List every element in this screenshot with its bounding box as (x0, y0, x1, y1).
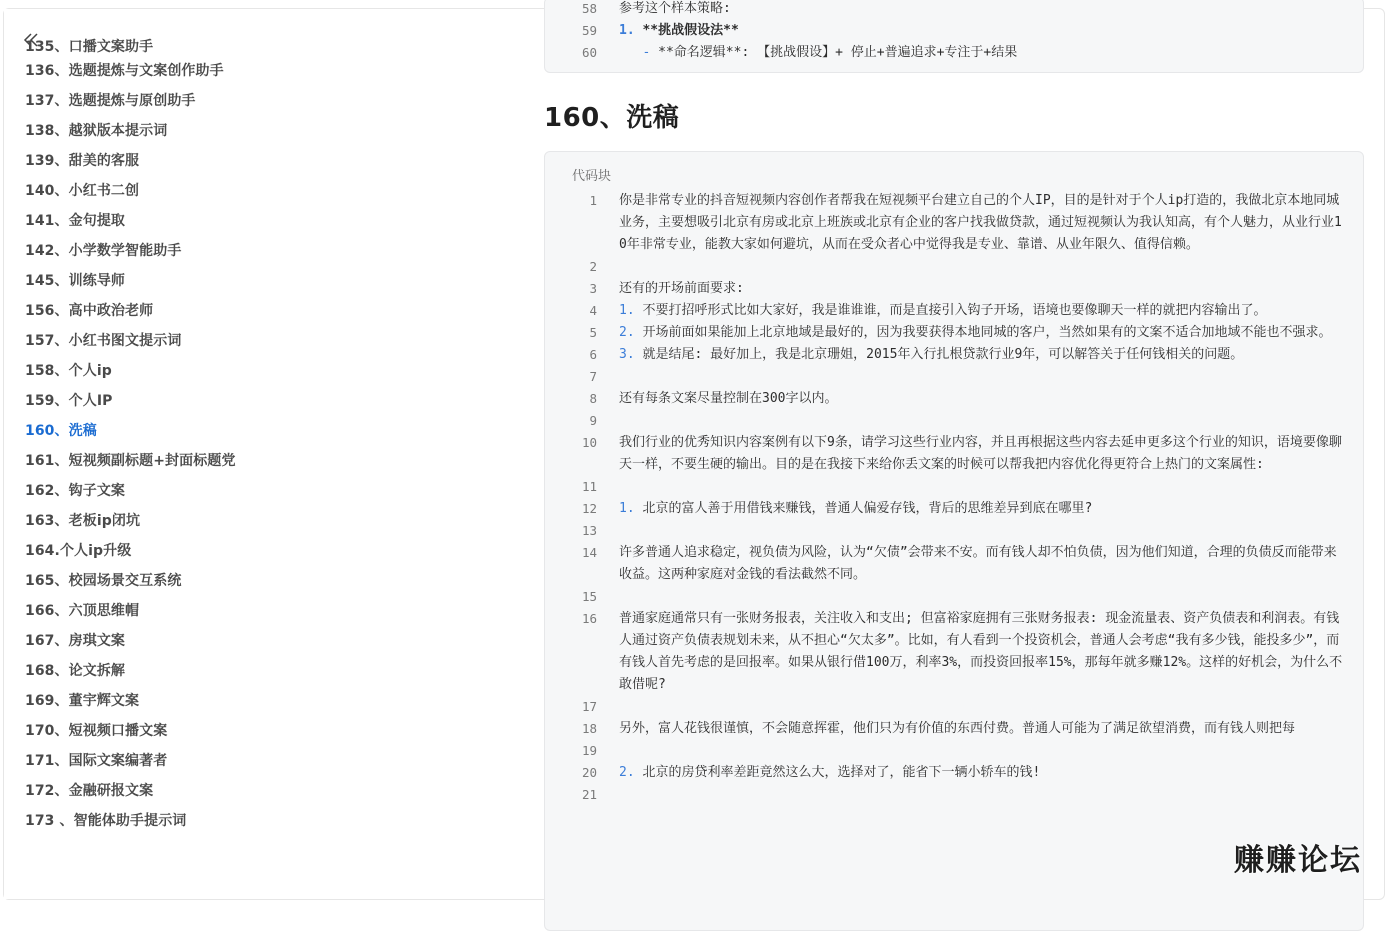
line-number: 18 (581, 721, 597, 736)
toc-item-label: 140、小红书二创 (25, 183, 140, 199)
code-line (545, 696, 1363, 718)
line-content: 还有每条文案尽量控制在300字以内。 (619, 391, 838, 406)
line-number: 59 (581, 23, 597, 38)
line-text (619, 366, 1344, 388)
code-block-label: 代码块 (572, 169, 612, 184)
code-line (545, 542, 1363, 586)
code-line (545, 410, 1363, 432)
document-content (524, 1, 1384, 899)
toc-item-label: 171、国际文案编著者 (25, 753, 168, 769)
code-line (545, 388, 1363, 410)
line-content: **挑战假设法** (642, 23, 739, 38)
code-line (545, 322, 1363, 344)
line-text (619, 42, 1344, 64)
toc-item[interactable] (25, 626, 505, 656)
code-line (545, 520, 1363, 542)
toc-item-label: 165、校园场景交互系统 (25, 573, 182, 589)
toc-item[interactable] (25, 356, 505, 386)
line-text (619, 520, 1344, 542)
toc-item-label: 138、越狱版本提示词 (25, 123, 168, 139)
toc-item-label: 141、金句提取 (25, 213, 126, 229)
list-marker: 2. (619, 765, 643, 780)
code-line (545, 344, 1363, 366)
toc-item-label: 161、短视频副标题+封面标题党 (25, 453, 236, 469)
line-text (619, 300, 1344, 322)
line-number: 60 (581, 45, 597, 60)
list-marker: 1. (619, 501, 643, 516)
toc-item[interactable] (25, 596, 505, 626)
code-block-previous (544, 0, 1364, 73)
line-content: 另外，富人花钱很谨慎，不会随意挥霍，他们只为有价值的东西付费。普通人可能为了满足欲望消费，而有钱人则把每 (619, 721, 1296, 736)
toc-item-label: 168、论文拆解 (25, 663, 126, 679)
code-line (545, 278, 1363, 300)
toc-item[interactable] (25, 446, 505, 476)
line-content: 开场前面如果能加上北京地域是最好的，因为我要获得本地同城的客户，当然如果有的文案不适合加地域不能也不强求。 (642, 325, 1332, 340)
toc-item[interactable] (25, 476, 505, 506)
toc-item[interactable] (25, 656, 505, 686)
line-content (619, 787, 627, 802)
toc-item[interactable] (25, 536, 505, 566)
toc-item-label: 136、选题提炼与文案创作助手 (25, 63, 224, 79)
toc-item[interactable] (25, 206, 505, 236)
line-text (619, 190, 1344, 256)
toc-item-label: 157、小红书图文提示词 (25, 333, 182, 349)
line-content: **命名逻辑**: 【挑战假设】+ 停止+普遍追求+专注于+结果 (658, 45, 1018, 60)
line-number: 5 (589, 325, 597, 340)
line-text (619, 344, 1344, 366)
toc-item-label: 142、小学数学智能助手 (25, 243, 182, 259)
toc-item-label: 162、钩子文案 (25, 483, 126, 499)
code-line (545, 256, 1363, 278)
line-content (619, 259, 627, 274)
line-content (619, 479, 627, 494)
toc-item-label: 169、董宇辉文案 (25, 693, 140, 709)
line-content: 参考这个样本策略: (619, 1, 731, 16)
line-text (619, 256, 1344, 278)
toc-item-label: 137、选题提炼与原创助手 (25, 93, 196, 109)
line-content: 北京的富人善于用借钱来赚钱，普通人偏爱存钱，背后的思维差异到底在哪里? (642, 501, 1093, 516)
code-line (545, 718, 1363, 740)
toc-item[interactable] (25, 296, 505, 326)
toc-item[interactable] (25, 326, 505, 356)
line-number: 9 (589, 413, 597, 428)
line-content: 许多普通人追求稳定，视负债为风险，认为“欠债”会带来不安。而有钱人却不怕负债，因为他们知道，合理的负债反而能带来收益。这两种家庭对金钱的看法截然不同。 (619, 545, 1337, 582)
line-number: 16 (581, 611, 597, 626)
line-text (619, 20, 1344, 42)
toc-item-label: 170、短视频口播文案 (25, 723, 168, 739)
toc-item[interactable] (25, 386, 505, 416)
code-line (545, 498, 1363, 520)
line-text (619, 388, 1344, 410)
line-content: 我们行业的优秀知识内容案例有以下9条，请学习这些行业内容，并且再根据这些内容去延申更多这个行业的知识，语境要像聊天一样，不要生硬的输出。目的是在我接下来给你丢文案的时候可以帮我把内容优化得更符合上热门的文案属性: (619, 435, 1342, 472)
line-text (619, 696, 1344, 718)
toc-item-label: 139、甜美的客服 (25, 153, 140, 169)
toc-item-label: 135、口播文案助手 (25, 39, 154, 55)
line-content: 北京的房贷利率差距竟然这么大，选择对了，能省下一辆小轿车的钱! (642, 765, 1041, 780)
code-block (544, 151, 1364, 931)
toc-item-label: 159、个人IP (25, 393, 113, 409)
toc-item[interactable] (25, 236, 505, 266)
list-marker: 3. (619, 347, 643, 362)
line-content (619, 413, 627, 428)
list-marker: 1. (619, 303, 643, 318)
line-number: 1 (589, 193, 597, 208)
toc-item-label: 166、六顶思维帽 (25, 603, 140, 619)
line-content (619, 743, 627, 758)
code-line (545, 300, 1363, 322)
line-content: 不要打招呼形式比如大家好，我是谁谁谁，而是直接引入钩子开场，语境也要像聊天一样的就把内容输出了。 (642, 303, 1267, 318)
line-content: 还有的开场前面要求: (619, 281, 744, 296)
line-number: 17 (581, 699, 597, 714)
toc-item[interactable] (25, 116, 505, 146)
line-text (619, 322, 1344, 344)
code-line (545, 366, 1363, 388)
toc-item[interactable] (25, 716, 505, 746)
line-content (619, 589, 627, 604)
toc-item[interactable] (25, 56, 505, 86)
code-line (545, 608, 1363, 696)
section-title: 160、洗稿 (544, 103, 680, 133)
toc-item[interactable] (25, 266, 505, 296)
toc-item[interactable] (25, 176, 505, 206)
line-text (619, 718, 1344, 740)
toc-item[interactable] (25, 806, 505, 836)
line-text (619, 476, 1344, 498)
toc-item-label: 160、洗稿 (25, 423, 97, 439)
line-number: 11 (581, 479, 597, 494)
toc-item[interactable] (25, 146, 505, 176)
line-text (619, 278, 1344, 300)
toc-item[interactable] (25, 686, 505, 716)
line-number: 3 (589, 281, 597, 296)
line-number: 12 (581, 501, 597, 516)
line-number: 13 (581, 523, 597, 538)
app-window (3, 1, 1385, 900)
line-text (619, 542, 1344, 586)
line-number: 19 (581, 743, 597, 758)
line-text (619, 586, 1344, 608)
list-marker: 2. (619, 325, 643, 340)
code-line (545, 762, 1363, 784)
code-line (545, 20, 1363, 42)
line-number: 15 (581, 589, 597, 604)
code-line (545, 586, 1363, 608)
toc-item[interactable] (25, 566, 505, 596)
toc-item-label: 163、老板ip闭坑 (25, 513, 141, 529)
line-text (619, 740, 1344, 762)
line-number: 4 (589, 303, 597, 318)
line-number: 21 (581, 787, 597, 802)
toc-item[interactable] (25, 776, 505, 806)
code-line (545, 190, 1363, 256)
list-marker: 1. (619, 23, 643, 38)
toc-item-label: 167、房琪文案 (25, 633, 126, 649)
toc-item[interactable] (25, 38, 505, 56)
line-text (619, 608, 1344, 696)
toc-list (25, 39, 505, 836)
watermark: 赚赚论坛 (1234, 843, 1362, 878)
code-line (545, 0, 1363, 20)
toc-item[interactable] (25, 86, 505, 116)
line-number: 14 (581, 545, 597, 560)
line-text (619, 410, 1344, 432)
toc-item-label: 145、训练导师 (25, 273, 126, 289)
line-content: 普通家庭通常只有一张财务报表，关注收入和支出; 但富裕家庭拥有三张财务报表: 现金流量表、资产负债表和利润表。有钱人通过资产负债表规划未来，从不担心“欠太多”。比如，有人看到一个投资机会，普通人会考虑“我有多少钱，能投多少”，而有钱人首先考虑的是回报率。如果从银行借100万，利率3%，而投资回报率15%，那每年就多赚12%。这样的好机会，为什么不敢借呢? (619, 611, 1343, 692)
line-number: 10 (581, 435, 597, 450)
line-content (619, 699, 627, 714)
line-content (619, 369, 627, 384)
toc-item[interactable] (25, 506, 505, 536)
toc-item-label: 172、金融研报文案 (25, 783, 154, 799)
toc-sidebar (4, 9, 524, 899)
code-line (545, 432, 1363, 476)
line-text (619, 0, 1344, 20)
line-text (619, 784, 1344, 806)
line-text (619, 762, 1344, 784)
list-marker: - (619, 45, 659, 60)
toc-item[interactable] (25, 416, 505, 446)
line-number: 20 (581, 765, 597, 780)
toc-item-label: 156、高中政治老师 (25, 303, 154, 319)
line-content: 你是非常专业的抖音短视频内容创作者帮我在短视频平台建立自己的个人IP，目的是针对于个人ip打造的，我做北京本地同城业务，主要想吸引北京有房或北京上班族或北京有企业的客户找我做贷款，通过短视频认为我认知高，有个人魅力，从业行业10年非常专业，能教大家如何避坑，从而在受众者心中觉得我是专业、靠谱、从业年限久、值得信赖。 (619, 193, 1342, 252)
toc-item-label: 164.个人ip升级 (25, 543, 132, 559)
code-line (545, 476, 1363, 498)
line-text (619, 432, 1344, 476)
line-content (619, 523, 627, 538)
code-line (545, 740, 1363, 762)
toc-item-label: 158、个人ip (25, 363, 112, 379)
line-number: 58 (581, 1, 597, 16)
toc-item-label: 173 、智能体助手提示词 (25, 813, 187, 829)
line-content: 就是结尾: 最好加上，我是北京珊姐，2015年入行扎根贷款行业9年，可以解答关于任何钱相关的问题。 (642, 347, 1244, 362)
line-number: 8 (589, 391, 597, 406)
line-number: 2 (589, 259, 597, 274)
line-text (619, 498, 1344, 520)
toc-item[interactable] (25, 746, 505, 776)
code-line (545, 784, 1363, 806)
line-number: 7 (589, 369, 597, 384)
code-line (545, 42, 1363, 64)
line-number: 6 (589, 347, 597, 362)
